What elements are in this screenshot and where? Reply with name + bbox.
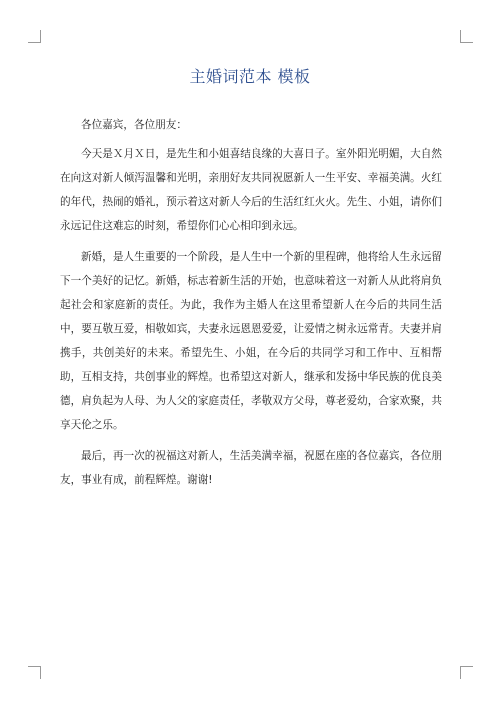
document-body bbox=[60, 113, 442, 499]
page-corner-mark-bottom-left bbox=[28, 666, 41, 679]
document-title: 主婚词范本 模板 bbox=[189, 67, 311, 86]
page-corner-mark-bottom-right bbox=[460, 666, 473, 679]
paragraph-marriage-meaning: 新婚，是人生重要的一个阶段，是人生中一个新的里程碑，他将给人生永远留下一个美好的记忆。新婚，标志着新生活的开始，也意味着这一对新人从此将肩负起社会和家庭新的责任。为此，我作为主婚人在这里希望新人在今后的共同生活中，要互敬互爱，相敬如宾，夫妻永远恩恩爱爱，让爱情之树永远常青。夫妻并肩携手，共创美好的未来。希望先生、小姐，在今后的共同学习和工作中、互相帮助，互相支持，共创事业的辉煌。也希望这对新人，继承和发扬中华民族的优良美德，肩负起为人母、为人父的家庭责任，孝敬双方父母，尊老爱幼，合家欢聚，共享天伦之乐。 bbox=[60, 251, 442, 431]
salutation: 各位嘉宾，各位朋友： bbox=[81, 119, 187, 131]
paragraph-opening: 今天是Ｘ月Ｘ日，是先生和小姐喜结良缘的大喜日子。室外阳光明媚，大自然在向这对新人倾泻温馨和光明，亲朋好友共同祝愿新人一生平安、幸福美满。火红的年代，热闹的婚礼，预示着这对新人今后的生活红红火火。先生、小姐，请你们永远记住这难忘的时刻，希望你们心心相印到永远。 bbox=[60, 148, 442, 232]
paragraph-closing: 最后，再一次的祝福这对新人，生活美满幸福，祝愿在座的各位嘉宾，各位朋友，事业有成，前程辉煌。谢谢! bbox=[60, 450, 442, 486]
page-corner-mark-top-right bbox=[460, 30, 473, 43]
page-corner-mark-top-left bbox=[28, 30, 41, 43]
